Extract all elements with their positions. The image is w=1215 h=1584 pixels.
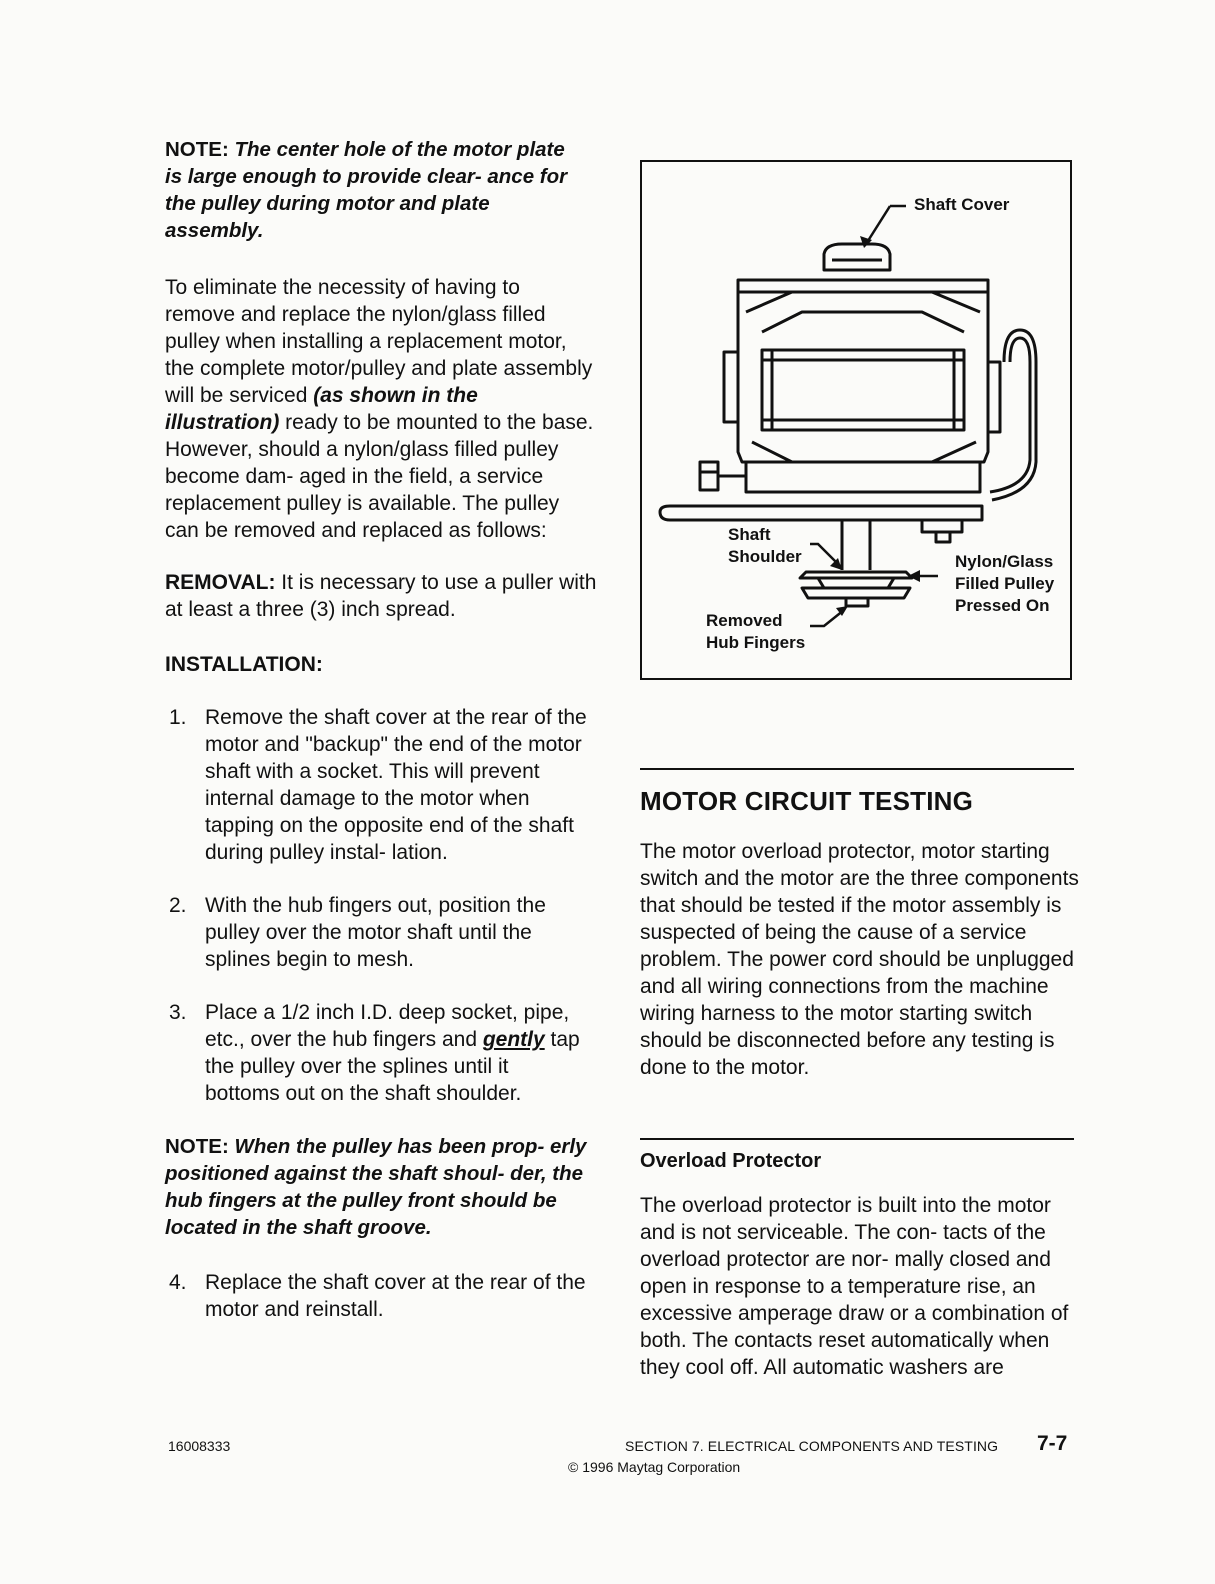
- label-hub-fingers: Hub Fingers: [706, 633, 806, 652]
- label-removed: Removed: [706, 611, 783, 630]
- note-1: [165, 136, 585, 244]
- section-title: MOTOR CIRCUIT TESTING: [640, 786, 974, 816]
- note-2: [165, 1133, 590, 1241]
- list-item: [165, 999, 589, 1107]
- intro-emphasis: (as shown in the illustration): [165, 384, 478, 434]
- intro-paragraph: [165, 274, 595, 544]
- label-shaft: Shaft: [728, 525, 771, 544]
- step-text: Remove the shaft cover at the rear of the motor and "backup" the end of the motor shaft with a socket. This will prevent internal damage to the motor when tapping on the opposite end of the shaft during pulley instal- lation.: [205, 706, 587, 864]
- installation-steps: [165, 704, 605, 1107]
- footer-section: SECTION 7. ELECTRICAL COMPONENTS AND TESTING: [625, 1438, 999, 1454]
- intro-text-2: ready to be mounted to the base. However, should a nylon/glass filled pulley become dam- aged in the field, a service replacement pulley is available. The pulley can be removed and replaced as follows:: [165, 411, 594, 542]
- intro-text-1: To eliminate the necessity of having to remove and replace the nylon/glass filled pulley when installing a replacement motor, the complete motor/pulley and plate assembly will be serviced: [165, 276, 593, 407]
- step-text: Replace the shaft cover at the rear of the motor and reinstall.: [205, 1271, 586, 1321]
- installation-heading: INSTALLATION:: [165, 653, 323, 676]
- motor-testing-paragraph: The motor overload protector, motor starting switch and the motor are the three components that should be tested if the motor assembly is suspected of being the cause of a service problem. The power cord should be unplugged and all wiring connections from the machine wiring harness to the motor starting switch should be disconnected before any testing is done to the motor.: [640, 840, 1079, 1079]
- installation-steps-continued: [165, 1269, 605, 1323]
- overload-protector-paragraph: The overload protector is built into the motor and is not serviceable. The con- tacts of the overload protector are nor- mally closed and open in response to a temperature rise, an excessive amperage draw or a combination of both. The contacts reset automatically when they cool off. All automatic washers are: [640, 1194, 1069, 1379]
- label-pressed-on: Pressed On: [955, 596, 1050, 615]
- step-number: 3.: [169, 1001, 187, 1024]
- label-filled-pulley: Filled Pulley: [955, 574, 1055, 593]
- step-number: 1.: [169, 706, 187, 729]
- copyright: © 1996 Maytag Corporation: [568, 1459, 741, 1475]
- step-emphasis: gently: [482, 1028, 545, 1051]
- note-2-label: NOTE:: [165, 1135, 235, 1158]
- step-number: 4.: [169, 1271, 187, 1294]
- step-text: tap the pulley over the splines until it bottoms out on the shaft shoulder.: [205, 1028, 580, 1105]
- note-2-body: When the pulley has been prop- erly positioned against the shaft shoul- der, the hub fingers at the pulley front should be located in the shaft groove.: [165, 1135, 587, 1239]
- motor-pulley-illustration: [640, 160, 1072, 680]
- subsection-title: Overload Protector: [640, 1150, 822, 1172]
- step-text: Place a 1/2 inch I.D. deep socket, pipe, etc., over the hub fingers and: [205, 1001, 570, 1051]
- note-1-body: The center hole of the motor plate is large enough to provide clear- ance for the pulley during motor and plate assembly.: [165, 138, 568, 242]
- list-item: [165, 1269, 589, 1323]
- left-column: [165, 136, 605, 1349]
- list-item: [165, 704, 589, 866]
- page-number: 7-7: [1037, 1432, 1068, 1455]
- step-number: 2.: [169, 894, 187, 917]
- removal-text: It is necessary to use a puller with at least a three (3) inch spread.: [165, 571, 597, 621]
- label-shoulder: Shoulder: [728, 547, 802, 566]
- removal-label: REMOVAL:: [165, 571, 276, 594]
- label-nylon-glass: Nylon/Glass: [955, 552, 1054, 571]
- note-1-label: NOTE:: [165, 138, 235, 161]
- section-divider: [640, 768, 1074, 770]
- subsection-divider: [640, 1138, 1074, 1140]
- removal-paragraph: [165, 569, 605, 623]
- list-item: [165, 892, 589, 973]
- document-number: 16008333: [168, 1438, 231, 1454]
- label-shaft-cover: Shaft Cover: [914, 195, 1010, 214]
- step-text: With the hub fingers out, position the pulley over the motor shaft until the splines begin to mesh.: [205, 894, 546, 971]
